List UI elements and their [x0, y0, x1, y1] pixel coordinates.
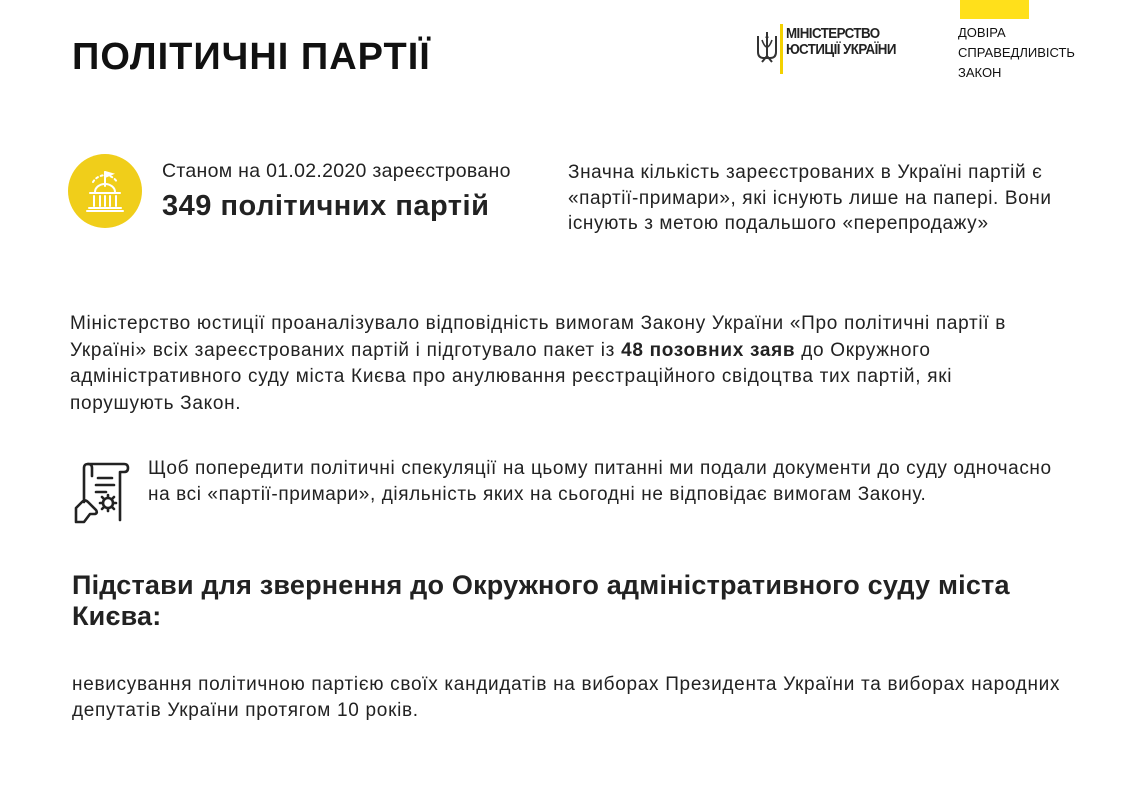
lawsuit-count: 48 позовних заяв: [621, 339, 796, 361]
slogan-line: ЗАКОН: [958, 65, 1002, 80]
trident-icon: [756, 30, 778, 64]
ministry-accent-bar: [780, 24, 783, 74]
prevention-paragraph: Щоб попередити політичні спекуляції на цьому питанні ми подали документи до суду одночасно на всі «партії-примари», діяльність яких на сьогодні не відповідає вимогам Закону.: [148, 458, 1052, 505]
page-title: ПОЛІТИЧНІ ПАРТІЇ: [72, 36, 431, 78]
slogan: [958, 23, 1075, 83]
grounds-text: невисування політичною партією своїх кандидатів на виборах Президента України та виборах народних депутатів України протягом 10 років.: [72, 674, 1061, 721]
ministry-name: МІНІСТЕРСТВО ЮСТИЦІЇ УКРАЇНИ: [786, 26, 896, 58]
slogan-line: СПРАВЕДЛИВІСТЬ: [958, 45, 1075, 60]
stat-party-count: 349 політичних партій: [162, 190, 490, 222]
ministry-logo: [756, 24, 926, 76]
analysis-paragraph: Міністерство юстиції проаналізувало відповідність вимогам Закону України «Про політичні партії в Україні» всіх зареєстрованих партій і підготувало пакет із 48 позовних заяв до Окружного адміністративного суду міста Києва про анулювання реєстраційного свідоцтва тих партій, які порушують Закон.: [70, 313, 1007, 414]
parliament-icon: [80, 168, 130, 214]
brand-yellow-block: [960, 0, 1029, 19]
parliament-badge: [68, 154, 142, 228]
ghost-parties-note: Значна кількість зареєстрованих в Україні партій є «партії-примари», які існують лише на папері. Вони існують з метою подальшого «перепродажу»: [568, 162, 1052, 234]
grounds-heading: Підстави для звернення до Окружного адміністративного суду міста Києва:: [72, 570, 1010, 631]
document-icon: [72, 462, 130, 526]
slogan-line: ДОВІРА: [958, 25, 1006, 40]
stat-lead-text: Станом на 01.02.2020 зареєстровано: [162, 160, 511, 182]
